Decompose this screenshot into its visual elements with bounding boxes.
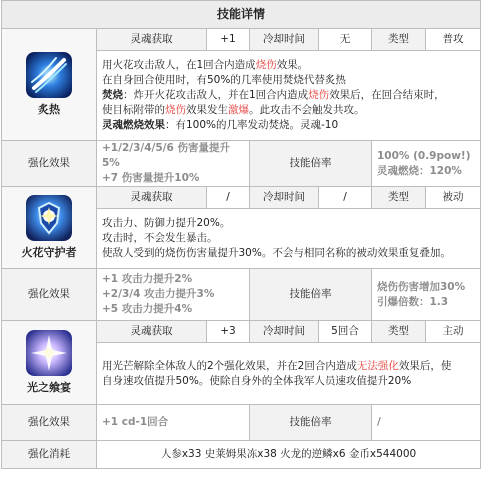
- skill-1-rate: 100% (0.9pow!) 灵魂燃烧：120%: [372, 141, 481, 187]
- rate-label: 技能倍率: [250, 141, 372, 187]
- skill-3-description: 用光芒解除全体敌人的2个强化效果，并在2回合内造成无法强化效果后，使 自身速攻值提升50%。使除自身外的全体我军人员速攻值提升20%: [97, 343, 481, 405]
- blue-fire-slash-icon: [26, 52, 72, 98]
- skill-1-description: 用火花攻击敌人，在1回合内造成烧伤效果。 在自身回合使用时，有50%的几率使用焚烧代替炙热 焚烧：炸开火花攻击敌人，并在1回合内造成烧伤效果后，在回合结束时， 使目标附带的烧伤效果发生激爆。此攻击不会触发共攻。 灵魂燃烧效果：有100%的几率发动焚烧。灵魂-10: [97, 51, 481, 141]
- skill-2-rate: 烧伤伤害增加30% 引爆倍数：1.3: [372, 269, 481, 321]
- enhance-label: 强化效果: [2, 405, 97, 441]
- type-header: 类型: [372, 29, 426, 51]
- skill-2-cooldown: /: [319, 187, 372, 209]
- light-feast-icon: [26, 330, 72, 376]
- enhance-label: 强化效果: [2, 141, 97, 187]
- rate-label: 技能倍率: [250, 405, 372, 441]
- skill-3-enhance: +1 cd-1回合: [97, 405, 250, 441]
- skill-3-icon-cell: [2, 321, 97, 405]
- skill-1-name: 炙热: [38, 103, 60, 116]
- skill-1-soul: +1: [207, 29, 250, 51]
- cooldown-header: 冷却时间: [250, 29, 319, 51]
- cooldown-header: 冷却时间: [250, 187, 319, 209]
- skill-table: [1, 0, 481, 469]
- skill-2-enhance: +1 攻击力提升2% +2/3/4 攻击力提升3% +5 攻击力提升4%: [97, 269, 250, 321]
- type-header: 类型: [372, 187, 426, 209]
- skill-1-icon-cell: [2, 29, 97, 141]
- type-header: 类型: [372, 321, 426, 343]
- skill-2-icon-cell: [2, 187, 97, 269]
- skill-3-type: 主动: [426, 321, 481, 343]
- skill-1-enhance: +1/2/3/4/5/6 伤害量提升5% +7 伤害量提升10%: [97, 141, 250, 187]
- skill-1-type: 普攻: [426, 29, 481, 51]
- skill-2-soul: /: [207, 187, 250, 209]
- rate-label: 技能倍率: [250, 269, 372, 321]
- soul-header: 灵魂获取: [97, 29, 207, 51]
- spark-guardian-icon: [26, 195, 72, 241]
- skill-3-soul: +3: [207, 321, 250, 343]
- skill-3-rate: /: [372, 405, 481, 441]
- cooldown-header: 冷却时间: [250, 321, 319, 343]
- skill-3-cooldown: 5回合: [319, 321, 372, 343]
- skill-1-cooldown: 无: [319, 29, 372, 51]
- enhance-label: 强化效果: [2, 269, 97, 321]
- soul-header: 灵魂获取: [97, 187, 207, 209]
- cost-value: 人参x33 史莱姆果冻x38 火龙的逆鳞x6 金币x544000: [97, 441, 481, 469]
- skill-3-name: 光之飨宴: [27, 381, 71, 394]
- page-title: 技能详情: [2, 1, 481, 29]
- soul-header: 灵魂获取: [97, 321, 207, 343]
- skill-2-type: 被动: [426, 187, 481, 209]
- skill-2-name: 火花守护者: [21, 246, 77, 259]
- skill-2-description: 攻击力、防御力提升20%。 攻击时，不会发生暴击。 使敌人受到的烧伤伤害量提升30%。不会与相同名称的被动效果重复叠加。: [97, 209, 481, 269]
- cost-label: 强化消耗: [2, 441, 97, 469]
